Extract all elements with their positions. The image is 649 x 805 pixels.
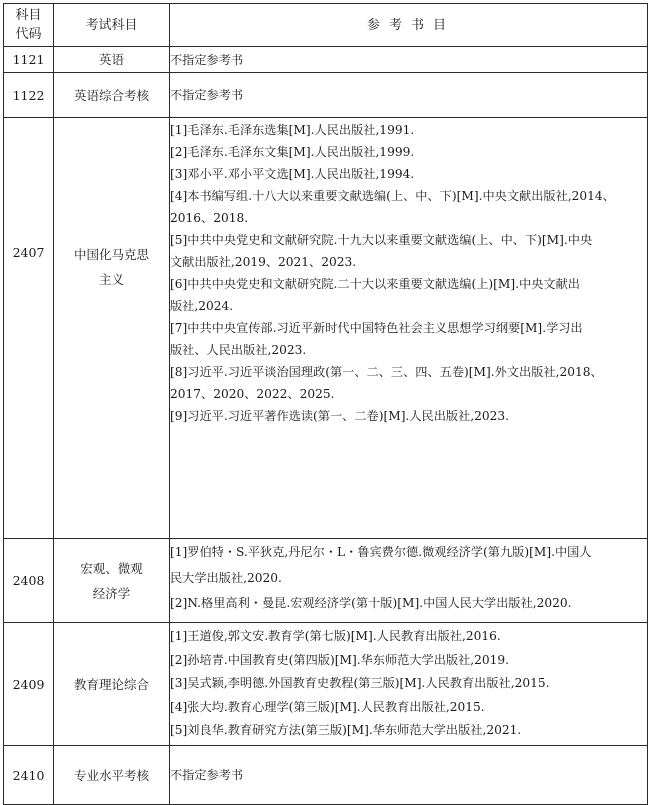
table-row — [4, 118, 648, 539]
subject-name-line: 英语综合考核 — [73, 87, 149, 103]
reference-books-table — [3, 3, 648, 805]
reference-line: [1]王道俊,郭文安.教育学(第七版)[M].人民教育出版社,2016. — [170, 629, 501, 643]
subject-name — [54, 118, 170, 539]
subject-code: 2410 — [4, 746, 54, 805]
reference-books — [170, 623, 648, 746]
subject-name-line: 经济学 — [92, 585, 131, 601]
table-row — [4, 746, 648, 805]
subject-name-line: 宏观、微观 — [80, 560, 143, 576]
reference-line: [3]邓小平.邓小平文选[M].人民出版社,1994. — [170, 167, 415, 181]
reference-line: [9]习近平.习近平著作选读(第一、二卷)[M].人民出版社,2023. — [170, 409, 510, 423]
reference-line: 不指定参考书 — [170, 768, 244, 782]
reference-line: 2017、2020、2022、2025. — [170, 387, 335, 401]
reference-line: 2016、2018. — [170, 211, 249, 225]
reference-line: 民大学出版社,2020. — [170, 570, 282, 585]
subject-code: 1122 — [4, 73, 54, 118]
reference-line: [3]吴式颖,李明德.外国教育史教程(第三版)[M].人民教育出版社,2015. — [170, 676, 550, 690]
subject-code: 1121 — [4, 47, 54, 73]
reference-books — [170, 539, 648, 623]
reference-books — [170, 118, 648, 539]
table-row — [4, 47, 648, 73]
reference-line: 不指定参考书 — [170, 88, 244, 102]
reference-line: [4]张大均.教育心理学(第三版)[M].人民教育出版社,2015. — [170, 699, 485, 714]
reference-line: [5]中共中央党史和文献研究院.十九大以来重要文献选编(上、中、下)[M].中央 — [170, 233, 593, 247]
subject-code: 2409 — [4, 623, 54, 746]
reference-line: 文献出版社,2019、2021、2023. — [170, 255, 357, 269]
reference-line: [4]本书编写组.十八大以来重要文献选编(上、中、下)[M].中央文献出版社,2014、 — [170, 189, 615, 203]
table-row — [4, 73, 648, 118]
table-row — [4, 539, 648, 623]
table-row — [4, 623, 648, 746]
subject-name — [54, 539, 170, 623]
subject-name — [54, 746, 170, 805]
reference-line: 版社,2024. — [170, 299, 234, 313]
subject-name-line: 专业水平考核 — [73, 767, 149, 783]
subject-code: 2408 — [4, 539, 54, 623]
reference-line: [1]罗伯特・S.平狄克,丹尼尔・L・鲁宾费尔德.微观经济学(第九版)[M].中国人 — [170, 545, 592, 559]
subject-code: 2407 — [4, 118, 54, 539]
subject-name-line: 教育理论综合 — [73, 676, 149, 692]
subject-name-line: 中国化马克思 — [73, 247, 149, 262]
reference-line: 不指定参考书 — [170, 52, 244, 67]
header-reference-books: 参考书目 — [170, 4, 648, 47]
reference-line: [2]孙培青.中国教育史(第四版)[M].华东师范大学出版社,2019. — [170, 652, 510, 667]
reference-books — [170, 746, 648, 805]
subject-name-line: 英语 — [98, 52, 124, 67]
reference-line: [5]刘良华.教育研究方法(第三版)[M].华东师范大学出版社,2021. — [170, 723, 522, 737]
table-header-row — [4, 4, 648, 47]
header-code-line-1: 科目 — [15, 8, 42, 23]
subject-name — [54, 73, 170, 118]
reference-books — [170, 47, 648, 73]
header-subject-code — [4, 4, 54, 47]
subject-name — [54, 623, 170, 746]
reference-line: [2]N.格里高利・曼昆.宏观经济学(第十版)[M].中国人民大学出版社,2020. — [170, 596, 572, 610]
reference-line: 版社、人民出版社,2023. — [170, 343, 307, 357]
header-exam-subject: 考试科目 — [54, 4, 170, 47]
subject-name — [54, 47, 170, 73]
reference-books — [170, 73, 648, 118]
reference-line: [2]毛泽东.毛泽东文集[M].人民出版社,1999. — [170, 145, 415, 159]
reference-line: [7]中共中央宣传部.习近平新时代中国特色社会主义思想学习纲要[M].学习出 — [170, 321, 583, 335]
reference-line: [1]毛泽东.毛泽东选集[M].人民出版社,1991. — [170, 123, 415, 137]
subject-name-line: 主义 — [98, 272, 124, 287]
reference-line: [8]习近平.习近平谈治国理政(第一、二、三、四、五卷)[M].外文出版社,2018、 — [170, 365, 603, 379]
reference-line: [6]中共中央党史和文献研究院.二十大以来重要文献选编(上)[M].中央文献出 — [170, 277, 580, 291]
header-code-line-2: 代码 — [15, 27, 42, 42]
